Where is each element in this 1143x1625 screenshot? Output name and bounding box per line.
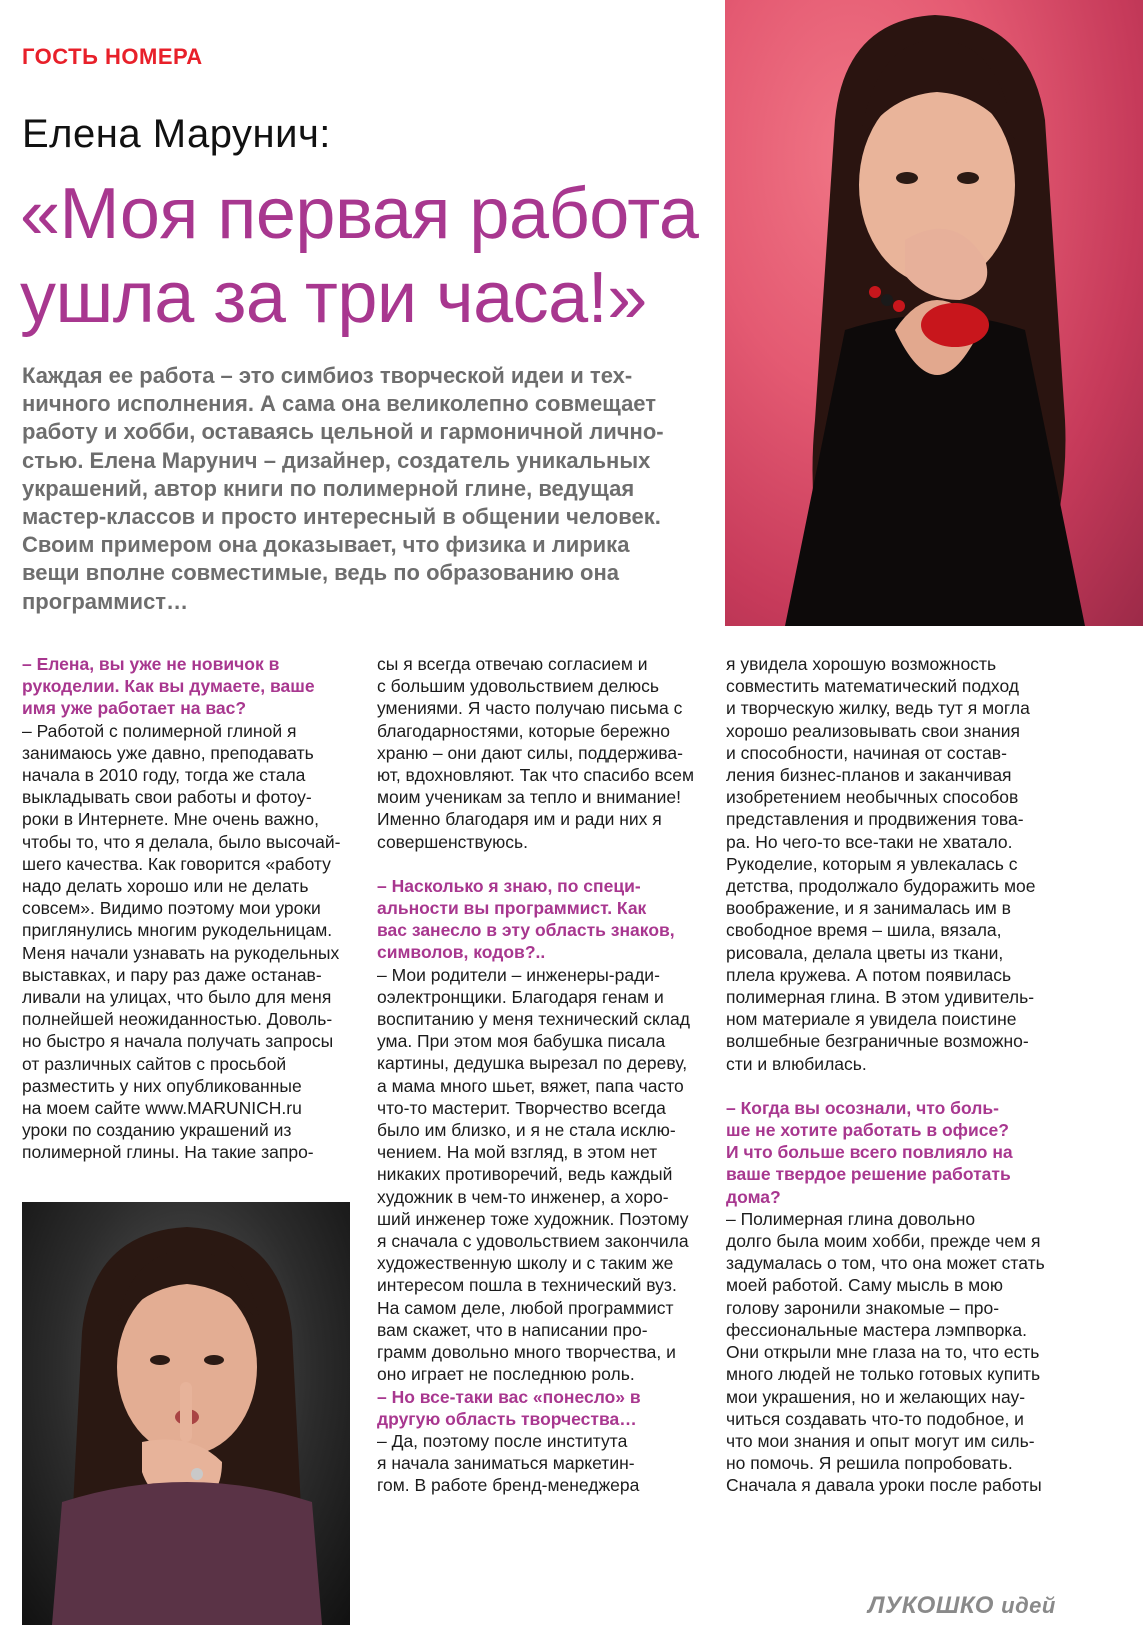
text-line: роки в Интернете. Мне очень важно, bbox=[22, 809, 320, 830]
text-line: полимерной глины. На такие запро- bbox=[22, 1142, 314, 1163]
paragraph-gap bbox=[726, 1075, 1056, 1097]
question-line: – Елена, вы уже не новичок в bbox=[22, 654, 280, 674]
text-line: Они открыли мне глаза на то, что есть bbox=[726, 1342, 1040, 1363]
text-line: я начала заниматься маркетин- bbox=[377, 1453, 635, 1474]
text-line: оно играет не последнюю роль. bbox=[377, 1364, 635, 1385]
text-line: хорошо реализовывать свои знания bbox=[726, 720, 1021, 741]
text-line: надо делать хорошо или не делать bbox=[22, 876, 309, 897]
lead-line: Каждая ее работа – это симбиоз творческой идеи и тех- bbox=[22, 363, 633, 388]
question-line: ше не хотите работать в офисе? bbox=[726, 1120, 1009, 1141]
text-line: с большим удовольствием делюсь bbox=[377, 676, 659, 697]
text-line: приглянулись многим рукодельницам. bbox=[22, 920, 333, 941]
text-line: разместить у них опубликованные bbox=[22, 1075, 302, 1096]
text-line: полнейшей неожиданностью. Доволь- bbox=[22, 1009, 333, 1030]
text-line: и способности, начиная от состав- bbox=[726, 742, 1007, 763]
logo-main: ЛУКОШКО bbox=[868, 1592, 994, 1619]
text-line: художник в чем-то инженер, а хоро- bbox=[377, 1186, 669, 1207]
question-line: ваше твердое решение работать bbox=[726, 1164, 1011, 1185]
text-line: ума. При этом моя бабушка писала bbox=[377, 1031, 666, 1052]
text-line: грамм довольно много творчества, и bbox=[377, 1342, 676, 1363]
text-line: Рукоделие, которым я увлекалась с bbox=[726, 853, 1018, 874]
text-line: – Мои родители – инженеры-ради- bbox=[377, 964, 660, 985]
text-line: свободное время – шила, вязала, bbox=[726, 920, 1002, 941]
text-line: совместить математический подход bbox=[726, 676, 1019, 697]
text-line: выкладывать свои работы и фотоу- bbox=[22, 787, 312, 808]
text-line: детства, продолжало будоражить мое bbox=[726, 876, 1036, 897]
text-line: волшебные безграничные возможно- bbox=[726, 1031, 1029, 1052]
text-line: художественную школу и с таким же bbox=[377, 1253, 674, 1274]
text-line: читься создавать что-то подобное, и bbox=[726, 1408, 1024, 1429]
text-line: сы я всегда отвечаю согласием и bbox=[377, 654, 648, 674]
text-line: ший инженер тоже художник. Поэтому bbox=[377, 1208, 689, 1229]
question-line: – Но все-таки вас «понесло» в bbox=[377, 1386, 641, 1407]
portrait-illustration bbox=[725, 0, 1143, 626]
text-line: чтобы то, что я делала, было высочай- bbox=[22, 831, 341, 852]
text-line: сти и влюбилась. bbox=[726, 1053, 867, 1074]
text-line: моим ученикам за тепло и внимание! bbox=[377, 787, 681, 808]
text-line: но быстро я начала получать запросы bbox=[22, 1031, 334, 1052]
text-line: На самом деле, любой программист bbox=[377, 1297, 674, 1318]
headline-line: «Моя первая работа bbox=[20, 174, 699, 254]
text-line: совсем». Видимо поэтому мои уроки bbox=[22, 898, 321, 919]
lead-line: мастер-классов и просто интересный в общении человек. bbox=[22, 504, 661, 530]
lead-line: украшений, автор книги по полимерной глине, ведущая bbox=[22, 475, 635, 501]
text-line: долго была моим хобби, прежде чем я bbox=[726, 1231, 1041, 1252]
text-line: картины, дедушка вырезал по дереву, bbox=[377, 1053, 688, 1074]
logo-sub: идей bbox=[1001, 1593, 1056, 1618]
article-column-3 bbox=[726, 653, 1056, 1497]
text-line: изобретением необычных способов bbox=[726, 787, 1019, 808]
text-line: было им близко, и я не стала исклю- bbox=[377, 1120, 676, 1141]
text-line: храню – они дают силы, поддержива- bbox=[377, 742, 683, 763]
text-line: полимерная глина. В этом удивитель- bbox=[726, 987, 1035, 1008]
text-line: что-то мастерит. Творчество всегда bbox=[377, 1097, 666, 1118]
text-line: благодарностями, которые бережно bbox=[377, 720, 670, 741]
lead-line: вещи вполне совместимые, ведь по образованию она bbox=[22, 560, 620, 586]
lead-line: работу и хобби, оставаясь цельной и гармоничной лично- bbox=[22, 419, 664, 445]
rubric-label: ГОСТЬ НОМЕРА bbox=[22, 44, 203, 69]
text-line: совершенствуюсь. bbox=[377, 831, 528, 852]
text-line: воспитанию у меня технический склад bbox=[377, 1009, 690, 1030]
article-column-2 bbox=[377, 653, 707, 1497]
headline-line: ушла за три часа!» bbox=[20, 258, 647, 338]
text-line: фессиональные мастера лэмпворка. bbox=[726, 1319, 1027, 1340]
text-line: ра. Но чего-то все-таки не хватало. bbox=[726, 831, 1013, 852]
text-line: воображение, и я занималась им в bbox=[726, 898, 1011, 919]
lead-paragraph bbox=[22, 362, 692, 616]
text-line: ют, вдохновляют. Так что спасибо всем bbox=[377, 765, 695, 786]
headline bbox=[20, 172, 710, 340]
text-line: плела кружева. А потом появилась bbox=[726, 964, 1012, 985]
interviewee-name: Елена Марунич: bbox=[22, 112, 331, 156]
magazine-logo bbox=[868, 1592, 1056, 1620]
text-line: рисовала, делала цветы из ткани, bbox=[726, 942, 1004, 963]
question-line: альности вы программист. Как bbox=[377, 898, 647, 919]
text-line: но помочь. Я решила попробовать. bbox=[726, 1453, 1013, 1474]
portrait-small-illustration bbox=[22, 1202, 350, 1625]
text-line: голову заронили знакомые – про- bbox=[726, 1297, 1000, 1318]
question-line: – Насколько я знаю, по специ- bbox=[377, 875, 641, 896]
question-line: имя уже работает на вас? bbox=[22, 698, 247, 719]
text-line: ления бизнес-планов и заканчивая bbox=[726, 765, 1012, 786]
text-line: много людей не только готовых купить bbox=[726, 1364, 1041, 1385]
text-line: шего качества. Как говорится «работу bbox=[22, 853, 331, 874]
text-line: Меня начали узнавать на рукодельных bbox=[22, 942, 340, 963]
text-line: чением. На мой взгляд, в этом нет bbox=[377, 1142, 658, 1163]
text-line: ном материале я увидела поистине bbox=[726, 1009, 1017, 1030]
portrait-photo-small bbox=[22, 1202, 350, 1625]
question-line: символов, кодов?.. bbox=[377, 942, 546, 963]
text-line: ливали на улицах, что было для меня bbox=[22, 987, 332, 1008]
text-line: – Полимерная глина довольно bbox=[726, 1208, 976, 1229]
text-line: а мама много шьет, вяжет, папа часто bbox=[377, 1075, 684, 1096]
text-line: уроки по созданию украшений из bbox=[22, 1120, 292, 1141]
text-line: что мои знания и опыт могут им силь- bbox=[726, 1430, 1035, 1451]
lead-line: ничного исполнения. А сама она великолепно совмещает bbox=[22, 391, 657, 417]
paragraph-gap bbox=[377, 853, 707, 875]
text-line: гом. В работе бренд-менеджера bbox=[377, 1475, 640, 1496]
question-line: дома? bbox=[726, 1186, 781, 1207]
question-line: рукоделии. Как вы думаете, ваше bbox=[22, 676, 315, 697]
text-line: Именно благодаря им и ради них я bbox=[377, 809, 662, 830]
lead-line: Своим примером она доказывает, что физика и лирика bbox=[22, 532, 630, 558]
text-line: задумалась о том, что она может стать bbox=[726, 1253, 1045, 1274]
text-line: моей работой. Саму мысль в мою bbox=[726, 1275, 1004, 1296]
text-line: представления и продвижения това- bbox=[726, 809, 1024, 830]
text-line: я увидела хорошую возможность bbox=[726, 654, 997, 674]
article-column-1 bbox=[22, 653, 352, 1164]
question-line: – Когда вы осознали, что боль- bbox=[726, 1097, 999, 1118]
text-line: выставках, и пару раз даже останав- bbox=[22, 964, 322, 985]
portrait-photo bbox=[725, 0, 1143, 626]
text-line: интересом пошла в технический вуз. bbox=[377, 1275, 677, 1296]
question-line: другую область творчества… bbox=[377, 1408, 637, 1429]
text-line: занимаюсь уже давно, преподавать bbox=[22, 742, 314, 763]
text-line: начала в 2010 году, тогда же стала bbox=[22, 765, 306, 786]
text-line: я сначала с удовольствием закончила bbox=[377, 1231, 689, 1252]
text-line: на моем сайте www.MARUNICH.ru bbox=[22, 1098, 302, 1119]
text-line: оэлектронщики. Благодаря генам и bbox=[377, 986, 664, 1007]
text-line: никаких противоречий, ведь каждый bbox=[377, 1164, 673, 1185]
text-line: умениями. Я часто получаю письма с bbox=[377, 698, 683, 719]
lead-line: стью. Елена Марунич – дизайнер, создатель уникальных bbox=[22, 447, 651, 473]
text-line: и творческую жилку, ведь тут я могла bbox=[726, 698, 1030, 719]
text-line: – Работой с полимерной глиной я bbox=[22, 720, 297, 741]
question-line: И что больше всего повлияло на bbox=[726, 1142, 1013, 1163]
text-line: мои украшения, но и желающих нау- bbox=[726, 1386, 1026, 1407]
text-line: вам скажет, что в написании про- bbox=[377, 1319, 648, 1340]
text-line: – Да, поэтому после института bbox=[377, 1430, 628, 1451]
question-line: вас занесло в эту область знаков, bbox=[377, 920, 675, 941]
text-line: Сначала я давала уроки после работы bbox=[726, 1475, 1042, 1496]
text-line: от различных сайтов с просьбой bbox=[22, 1053, 287, 1074]
lead-line: программист… bbox=[22, 588, 189, 614]
